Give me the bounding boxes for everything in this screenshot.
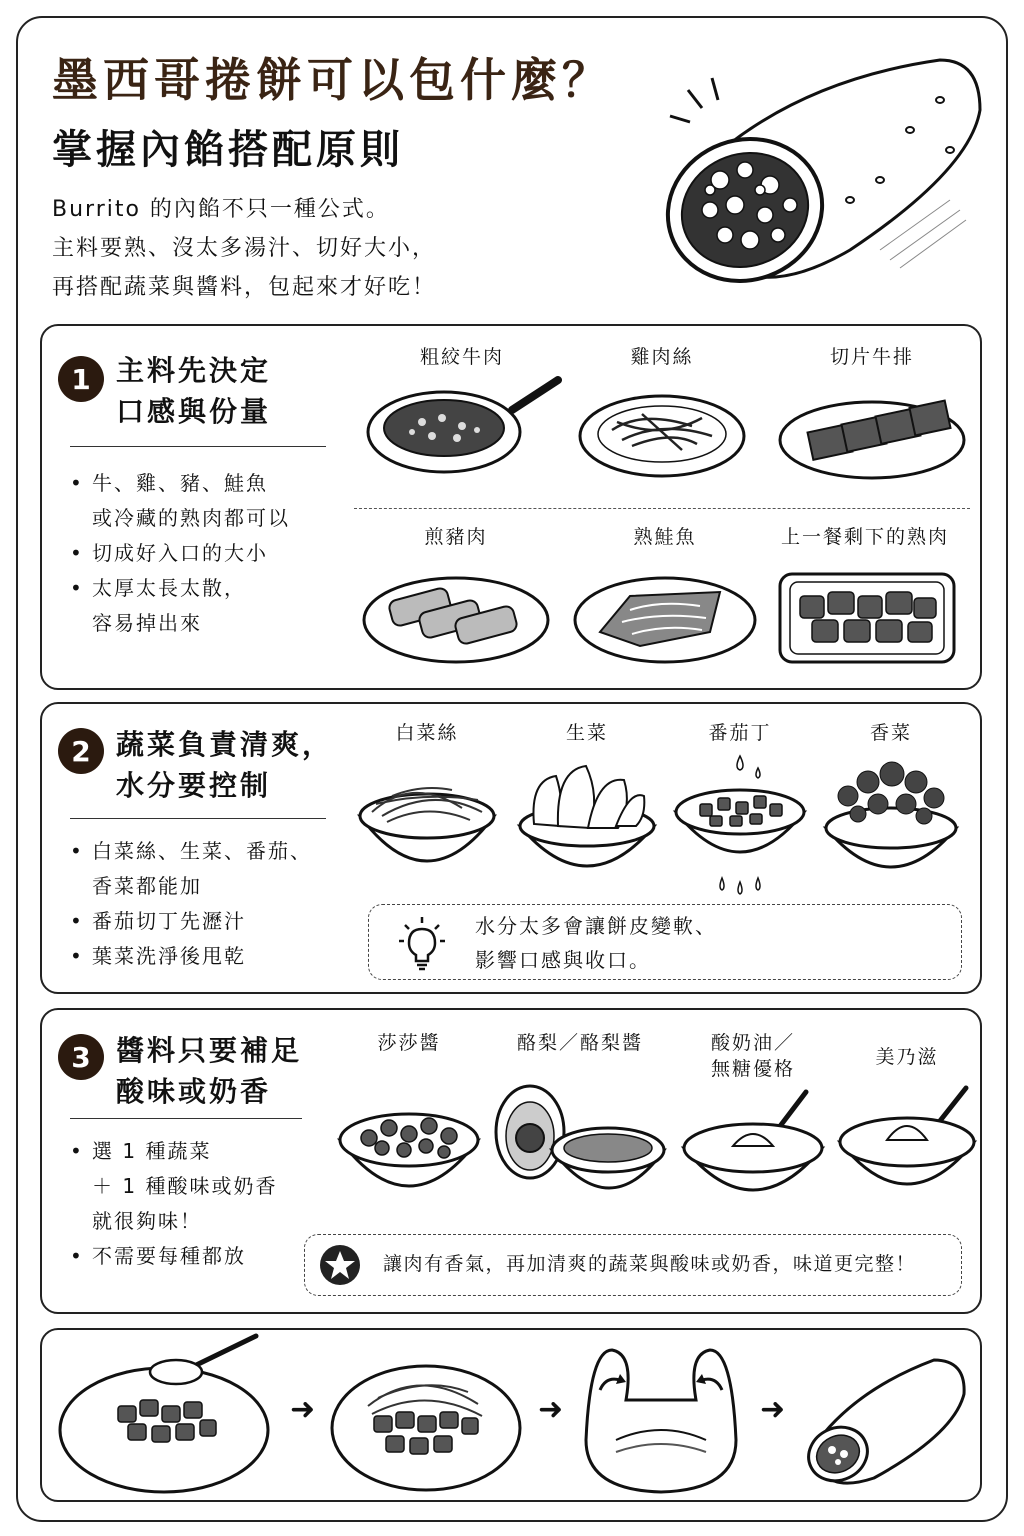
veg-item-cilantro [818,720,964,876]
section-assembly-steps [40,1328,982,1502]
bullet-item: • 白菜絲、生菜、番茄、 [70,839,312,863]
plate-icon [360,550,552,670]
intro-line: 再搭配蔬菜與醬料，包起來才好吃！ [52,275,437,300]
section-main-ingredients [40,324,982,690]
intro-line: 主料要熟、沒太多湯汁、切好大小， [52,236,437,261]
sauce-item-sour-cream [678,1030,828,1202]
sauce-item-mayonnaise [832,1030,982,1202]
bullet-continuation: 或冷藏的熟肉都可以 [92,506,290,530]
intro-text [52,190,436,307]
section-title [116,350,271,432]
tip-box [368,904,962,980]
section-title-line: 水分要控制 [116,769,272,802]
food-item-label: 熟鮭魚 [633,526,697,548]
food-item-label: 酪梨／酪梨醬 [516,1032,643,1054]
food-item-label: 生菜 [565,722,608,744]
section-title [116,1030,302,1112]
arrow-right-icon: ➜ [538,1392,564,1427]
tip-line: 水分太多會讓餅皮變軟、 [475,914,717,938]
bullet-list [70,466,290,641]
section-title-line: 酸味或奶香 [116,1075,272,1108]
arrow-right-icon: ➜ [760,1392,786,1427]
step-number-badge: 2 [58,728,104,774]
sauce-item-avocado [490,1030,670,1202]
bullet-item: • 番茄切丁先瀝汁 [70,909,246,933]
step-number-badge: 3 [58,1034,104,1080]
tortilla-with-sauce-icon [56,1330,286,1500]
folding-tortilla-icon [576,1340,746,1498]
container-icon [760,550,970,670]
section-title [116,724,333,806]
veg-item-shredded-cabbage [352,720,502,876]
food-item-label: 香菜 [869,722,912,744]
tip-line: 影響口感與收口。 [475,948,651,972]
bullet-item: • 不需要每種都放 [70,1244,246,1268]
bowl-icon [818,746,964,876]
divider [70,818,326,819]
divider [70,1118,302,1119]
food-item-label: 莎莎醬 [377,1032,441,1054]
food-item-label: 雞肉絲 [630,346,694,368]
food-item-ground-beef [362,344,562,480]
page-subtitle: 掌握內餡搭配原則 [52,127,404,173]
bullet-list [70,1134,277,1274]
food-item-label: 美乃滋 [875,1046,939,1068]
food-item-sliced-steak [772,344,972,480]
food-item-label: 切片牛排 [829,346,914,368]
food-item-leftover-meat [760,524,970,670]
bowl-icon [352,746,502,876]
sauce-item-salsa [334,1030,484,1202]
section-title-line: 主料先決定 [116,354,272,387]
food-item-label: 煎豬肉 [424,526,488,548]
lightbulb-icon [399,915,445,971]
bullet-continuation: 就很夠味！ [92,1209,202,1233]
arrow-right-icon: ➜ [290,1392,316,1427]
food-item-label: 無糖優格 [710,1058,795,1080]
plate-icon [570,550,760,670]
food-item-label: 白菜絲 [395,722,459,744]
plate-icon [772,370,972,480]
bullet-item: • 葉菜洗淨後甩乾 [70,944,246,968]
bullet-item: • 牛、雞、豬、鮭魚 [70,471,268,495]
section-title-line: 口感與份量 [116,395,272,428]
burrito-illustration [650,50,990,300]
section-vegetables [40,702,982,994]
tip-text [475,909,717,977]
food-item-label: 番茄丁 [708,722,772,744]
step-number-badge: 1 [58,356,104,402]
bowl-icon [832,1082,982,1202]
bullet-item: • 選 1 種蔬菜 [70,1139,212,1163]
bullet-continuation: 香菜都能加 [92,874,202,898]
page-title: 墨西哥捲餅可以包什麼？ [52,53,613,107]
section-sauces [40,1008,982,1314]
rolled-burrito-icon [794,1350,970,1490]
tip-box [304,1234,962,1296]
bowl-icon [334,1082,484,1202]
bullet-item: • 太厚太長太散， [70,576,246,600]
food-item-label: 上一餐剩下的熟肉 [780,526,949,548]
tortilla-with-fillings-icon [328,1346,524,1496]
food-item-shredded-chicken [572,344,752,480]
bullet-list [70,834,312,974]
skillet-icon [362,370,562,480]
intro-line: Burrito 的內餡不只一種公式。 [52,197,390,222]
star-icon [319,1244,361,1286]
avocado-icon [490,1076,670,1202]
divider [354,508,970,509]
veg-item-diced-tomato [670,720,810,906]
bullet-item: • 切成好入口的大小 [70,541,268,565]
food-item-cooked-salmon [570,524,760,670]
bowl-icon [670,746,810,906]
plate-icon [572,370,752,480]
food-item-pan-fried-pork [360,524,552,670]
bullet-continuation: 容易掉出來 [92,611,202,635]
section-title-line: 醬料只要補足 [116,1034,303,1067]
tip-text: 讓肉有香氣，再加清爽的蔬菜與酸味或奶香，味道更完整！ [383,1253,917,1275]
food-item-label: 酸奶油／ [710,1032,795,1054]
food-item-label: 粗絞牛肉 [419,346,504,368]
bowl-icon [512,746,662,876]
bullet-continuation: ＋ 1 種酸味或奶香 [92,1174,278,1198]
divider [70,446,326,447]
section-title-line: 蔬菜負責清爽， [116,728,334,761]
veg-item-lettuce [512,720,662,876]
bowl-icon [678,1082,828,1202]
